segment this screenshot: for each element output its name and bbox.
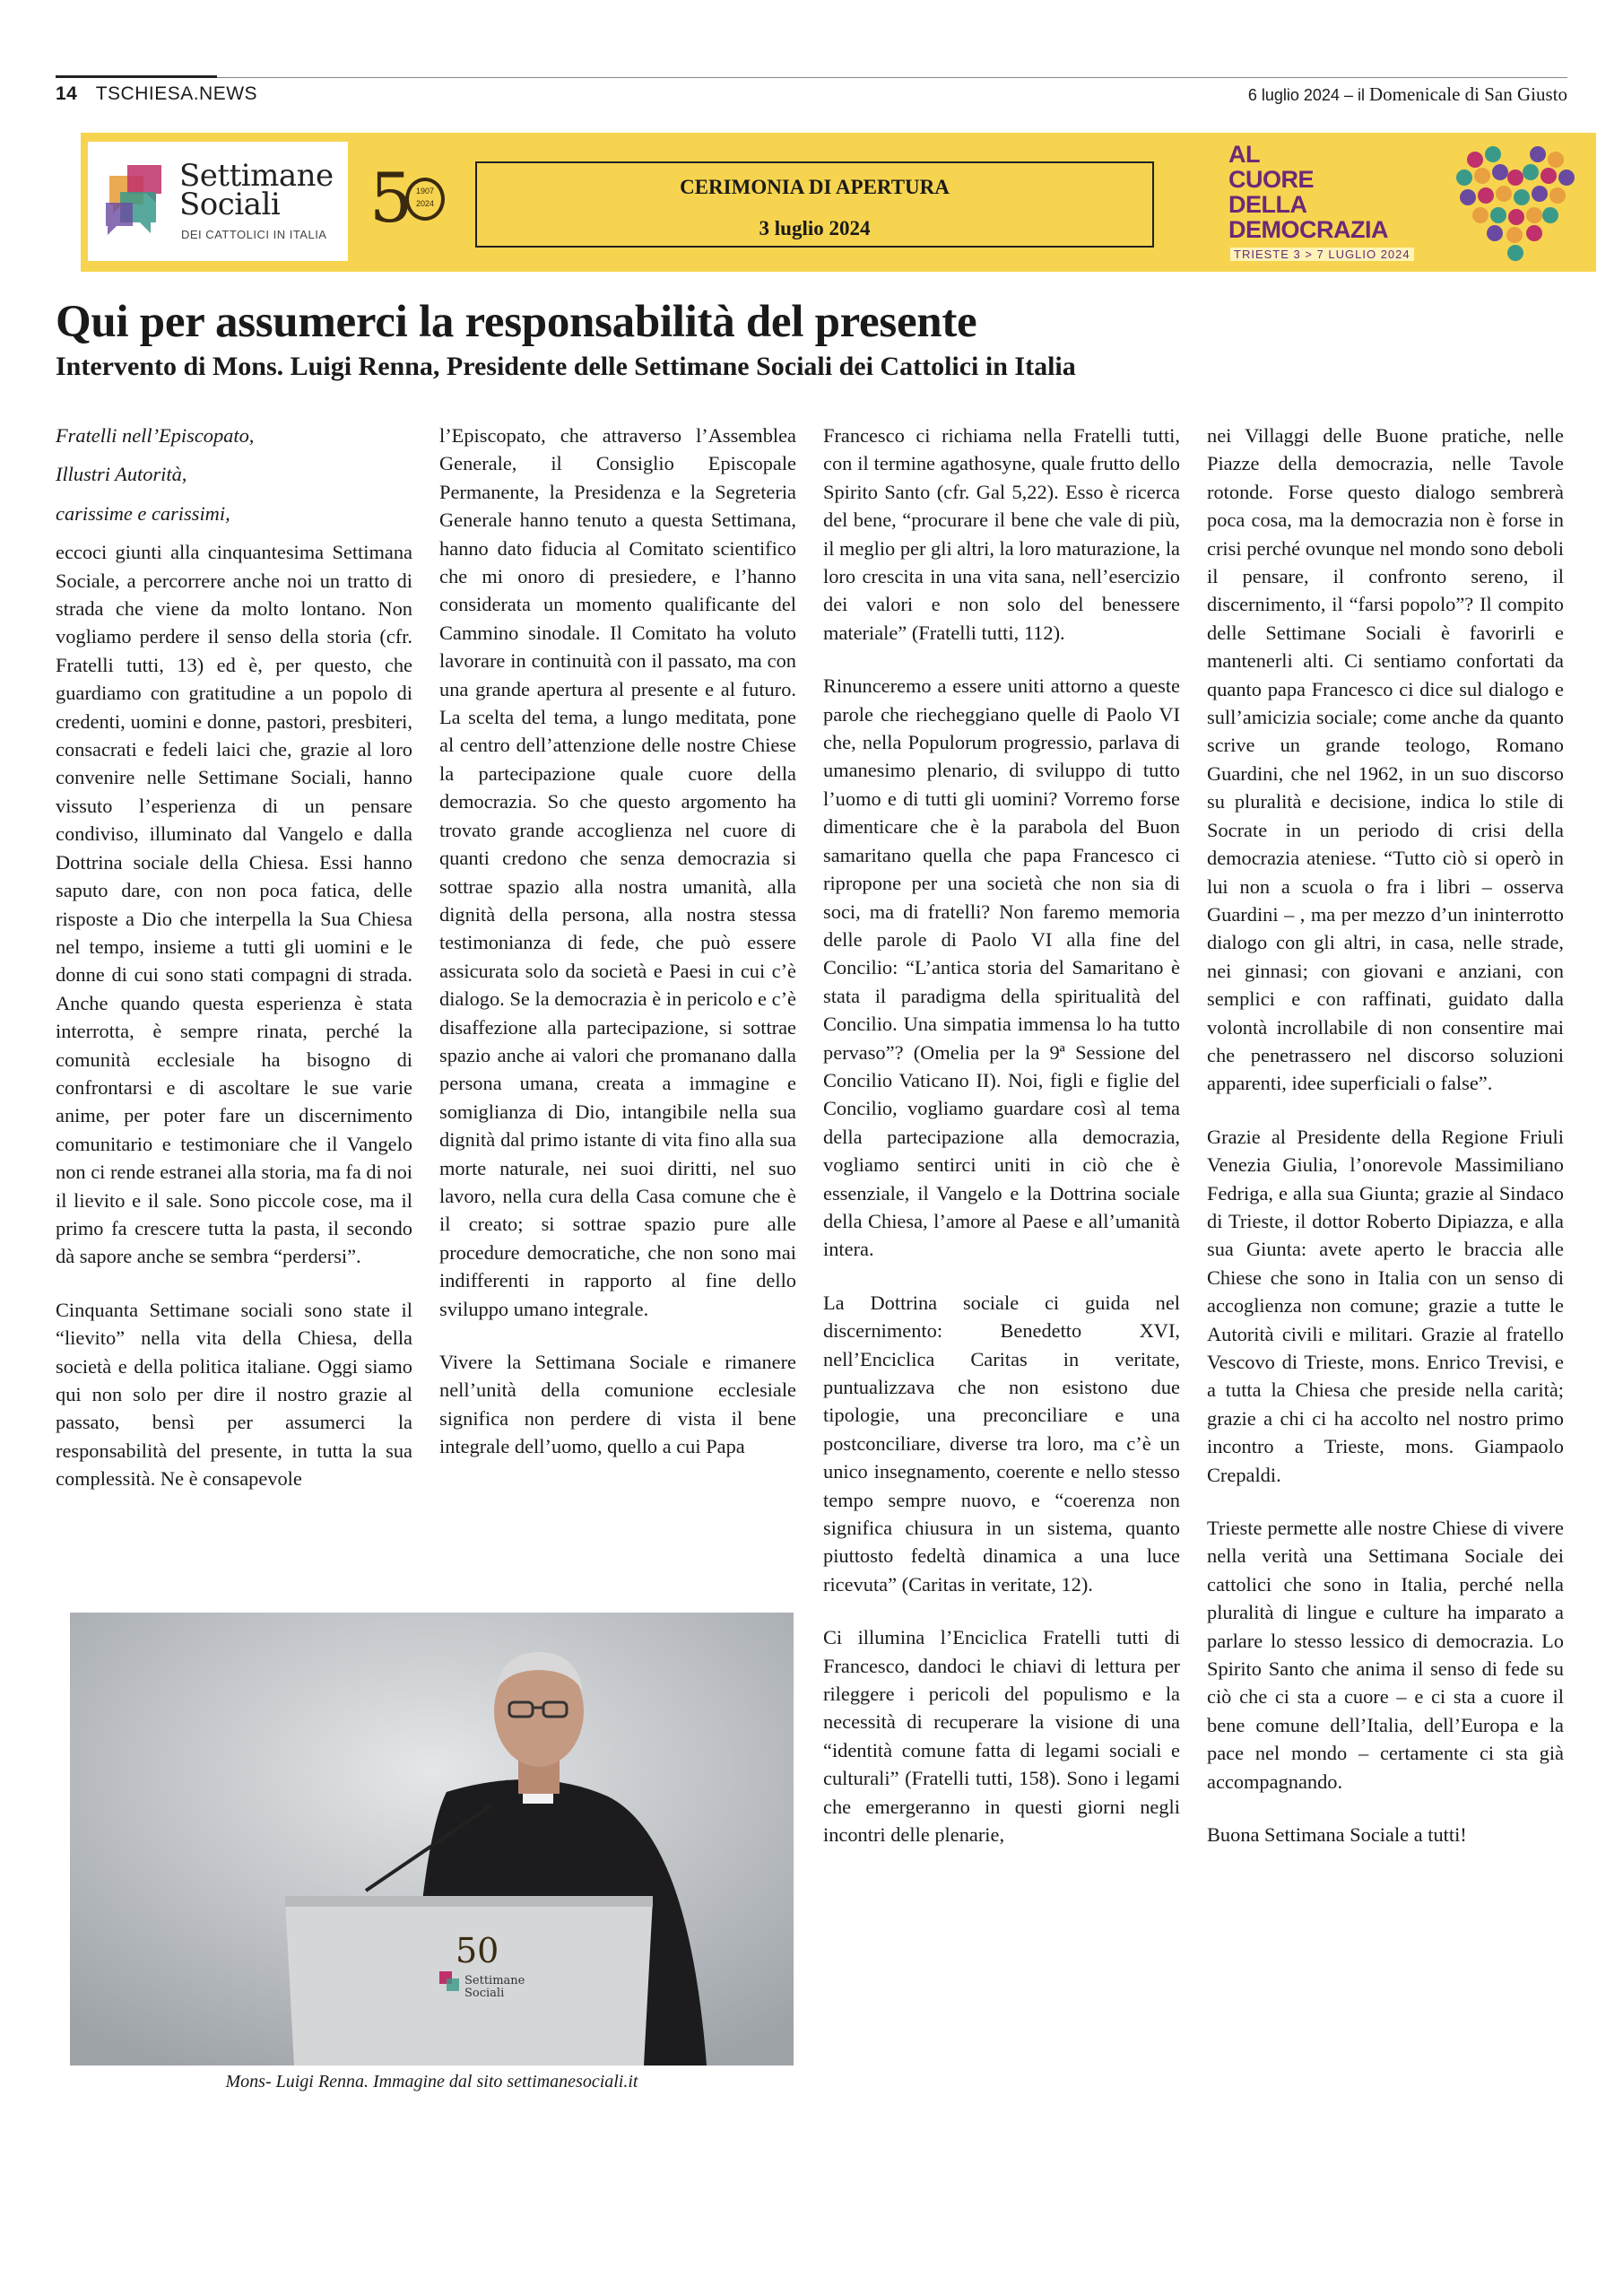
paragraph: nei Villaggi delle Buone pratiche, nelle Piazze della democrazia, nelle Tavole rotonde. Forse questo dialogo sembrerà poca cosa, ma la democrazia non è forse in crisi perché ovunque nel mondo sono deboli il pensare, il confronto sereno, il discernimento, il “farsi popolo”? Il compito delle Settimane Sociali è favorirli e mantenerli alti. Ci sentiamo confortati da quanto papa Francesco ci dice sul dialogo e sull’amicizia sociale; come anche da quanto scrive un grande teologo, Romano Guardini, che nel 1962, in un suo discorso su pluralità e decisione, indica lo stile di Socrate in un periodo di crisi della democrazia ateniese. “Tutto ciò si operò in lui non a scuola o fra i libri – osserva Guardini – , ma per mezzo d’un ininterrotto dialogo con gli altri, in casa, nelle strade, nei ginnasi; con giovani e anziani, con semplici e con raffinati, guidato dalla volontà incrollabile di non consentire mai che penetrassero nel discorso soluzioni apparenti, idee superficiali o false”.	[1207, 424, 1564, 1095]
speaker-photo-illustration	[70, 1613, 794, 2066]
lectern-logo-line1: Settimane	[464, 1974, 525, 1987]
article-headline: Qui per assumerci la responsabilità del presente	[56, 297, 977, 347]
logo-title-line2: Sociali	[179, 187, 281, 222]
paragraph: Francesco ci richiama nella Fratelli tutti, con il termine agathosyne, quale frutto dello Spirito Santo (cfr. Gal 5,22). Esso è ricerca del bene, “procurare il bene che vale di più, il meglio per gli altri, la loro maturazione, la loro crescita in una vita sana, nell’esercizio dei valori e non solo del benessere materiale” (Fratelli tutti, 112).	[823, 424, 1180, 644]
fiftieth-anniversary-mark	[369, 158, 450, 243]
article-column-1	[56, 422, 412, 1518]
slogan-line: DEMOCRAZIA	[1228, 216, 1388, 243]
fifty-number: 5	[369, 158, 413, 238]
anniversary-ring: 1907 2024	[405, 178, 445, 221]
paragraph: Grazie al Presidente della Regione Friuli Venezia Giulia, l’onorevole Massimiliano Fedriga, e alla sua Giunta; grazie al Sindaco di Trieste, il dottor Roberto Dipiazza, e alla sua Giunta: avete aperto le braccia alle Chiese che sono in Italia con un senso di accoglienza non comune; grazie a tutte le Autorità civili e militari. Grazie al fratello Vescovo di Trieste, mons. Enrico Trevisi, e a tutta la Chiesa che preside nella carità; grazie a chi ci ha accolto nel nostro primo incontro a Trieste, mons. Giampaolo Crepaldi.	[1207, 1125, 1564, 1486]
event-banner	[81, 133, 1596, 272]
article-column-2	[439, 422, 796, 1486]
settimane-sociali-logo	[88, 142, 348, 261]
logo-subtitle: DEI CATTOLICI IN ITALIA	[181, 228, 327, 241]
paragraph: Cinquanta Settimane sociali sono state il “lievito” nella vita della Chiesa, della società e della politica italiane. Oggi siamo qui non solo per dire il nostro grazie al passato, bensì per assumerci la responsabilità del presente, in tutta la sua complessità. Ne è consapevole	[56, 1298, 412, 1491]
header-left	[56, 83, 257, 105]
header-separator: – il	[1339, 86, 1369, 104]
lectern-logo-line2: Sociali	[464, 1987, 505, 2000]
slogan	[1228, 142, 1444, 242]
paragraph: eccoci giunti alla cinquantesima Settimana Sociale, a percorrere anche noi un tratto di strada che viene da molto lontano. Non vogliamo perdere il senso della storia (cfr. Fratelli tutti, 13) ed è, per questo, che guardiamo con gratitudine a un popolo di credenti, uomini e donne, pastori, presbiteri, consacrati e fedeli laici che, grazie al loro convenire nelle Settimane Sociali, hanno vissuto l’esperienza di un pensare condiviso, illuminato dal Vangelo e dalla Dottrina sociale della Chiesa. Essi hanno saputo dare, con non poca fatica, delle risposte a Dio che interpella la Sua Chiesa nel tempo, insieme a tutti gli uomini e le donne di cui sono stati compagni di strada. Anche quando questa esperienza è stata interrotta, è sempre rinata, perché la comunità ecclesiale ha bisogno di confrontarsi e di ascoltare le sue varie anime, per poter fare un discernimento comunitario e testimoniare che il Vangelo non ci rende estranei alla storia, ma fa di noi il lievito e il sale. Sono piccole cose, ma il primo fa crescere tutta la pasta, il secondo dà sapore anche se sembra “perdersi”.	[56, 541, 412, 1268]
slogan-line: AL	[1228, 141, 1260, 168]
paragraph: Rinunceremo a essere uniti attorno a queste parole che riecheggiano quelle di Paolo VI che, nella Populorum progressio, parlava di umanesimo plenario, di sviluppo di tutto l’uomo e di tutti gli uomini? Vorremo forse dimenticare che è la parabola del Buon samaritano quella che papa Francesco ci ripropone per una società che non sia di soci, ma di fratelli? Non faremo memoria delle parole di Paolo VI alla fine del Concilio: “L’antica storia del Samaritano è stata il paradigma della spiritualità del Concilio. Una simpatia immensa lo ha tutto pervaso”? (Omelia per la 9ª Sessione del Concilio Vaticano II). Noi, figli e figlie del Concilio, vogliamo guardare così al tema della partecipazione alla democrazia, vogliamo sentirci uniti in ciò che è essenziale, il Vangelo e la Dottrina sociale della Chiesa, l’amore al Paese e all’umanità intera.	[823, 674, 1180, 1261]
article-column-3	[823, 422, 1180, 1874]
salutation: Illustri Autorità,	[56, 463, 187, 486]
event-dates	[1230, 248, 1414, 261]
photo-caption: Mons- Luigi Renna. Immagine dal sito settimanesociali.it	[225, 2072, 638, 2092]
paragraph: Buona Settimana Sociale a tutti!	[1207, 1823, 1467, 1847]
issue-date: 6 luglio 2024	[1247, 86, 1340, 104]
speaker-photo	[70, 1613, 794, 2066]
speech-bubbles-icon	[100, 158, 172, 248]
event-dates-text: TRIESTE 3 > 7 LUGLIO 2024	[1230, 248, 1414, 261]
lectern-fifty: 50	[456, 1931, 499, 1970]
header-right	[1248, 83, 1567, 106]
salutation: carissime e carissimi,	[56, 501, 230, 525]
paragraph: l’Episcopato, che attraverso l’Assemblea Generale, il Consiglio Episcopale Permanente, la Presidenza e la Segreteria Generale hanno tenuto a questa Settimana, hanno dato fiducia al Comitato scientifico che mi onoro di presiedere, e l’hanno considerata un momento qualificante del Cammino sinodale. Il Comitato ha voluto lavorare in continuità con il passato, ma con una grande apertura al presente e al futuro. La scelta del tema, a lungo meditata, pone al centro dell’attenzione delle nostre Chiese la partecipazione quale cuore della democrazia. So che questo argomento ha trovato grande accoglienza nel cuore di quanti credono che senza democrazia si sottrae spazio alla nostra umanità, alla dignità della persona, alla nostra stessa testimonianza di fede, che può essere assicurata solo da società e Paesi in cui c’è dialogo. Se la democrazia è in pericolo e c’è disaffezione alla partecipazione, si sottrae spazio anche ai valori che promanano dalla persona umana, creata a immagine e somiglianza di Dio, intangibile nella sua dignità dal primo istante di vita fino alla sua morte naturale, nei suoi diritti, nel suo lavoro, nella cura della Casa comune che è il creato; si sottrae spazio pure alle procedure democratiche, che non sono mai indifferenti in rapporto al fine dello sviluppo umano integrale.	[439, 424, 796, 1320]
logo-title-line1: Settimane	[179, 158, 334, 194]
heart-mosaic-icon	[1448, 140, 1583, 265]
publication-name: Domenicale di San Giusto	[1368, 83, 1567, 105]
article-column-4	[1207, 422, 1564, 1874]
slogan-line: CUORE	[1228, 166, 1315, 193]
running-header	[56, 77, 1567, 110]
slogan-line: DELLA	[1228, 191, 1307, 218]
ceremony-title: CERIMONIA DI APERTURA	[680, 176, 950, 198]
ceremony-box	[475, 161, 1154, 248]
article-subhead: Intervento di Mons. Luigi Renna, Presidente delle Settimane Sociali dei Cattolici in Italia	[56, 352, 1076, 381]
salutation: Fratelli nell’Episcopato,	[56, 424, 255, 447]
logo-title	[179, 158, 334, 222]
header-rule	[56, 75, 217, 78]
page-number: 14	[56, 83, 78, 104]
site-name: TSCHIESA.NEWS	[95, 83, 258, 104]
paragraph: Vivere la Settimana Sociale e rimanere nell’unità della comunione ecclesiale significa non perdere di vista il bene integrale dell’uomo, quello a cui Papa	[439, 1351, 796, 1458]
paragraph: Ci illumina l’Enciclica Fratelli tutti di Francesco, dandoci le chiavi di lettura per rileggere i pericoli del populismo e la necessità di recuperare la visione di una “identità comune fatta di legami sociali e culturali” (Fratelli tutti, 158). Sono i legami che emergeranno in questi giorni negli incontri delle plenarie,	[823, 1626, 1180, 1847]
paragraph: La Dottrina sociale ci guida nel discernimento: Benedetto XVI, nell’Enciclica Caritas in veritate, puntualizzava che non esistono due tipologie, una preconciliare e una postconciliare, diverse tra loro, ma c’è un unico insegnamento, coerente e nello stesso tempo sempre nuovo, e “coerenza non significa chiusura in un sistema, quanto piuttosto fedeltà dinamica a una luce ricevuta” (Caritas in veritate, 12).	[823, 1291, 1180, 1596]
paragraph: Trieste permette alle nostre Chiese di vivere nella verità una Settimana Sociale dei cattolici che sono in Italia, perché nella pluralità di lingue e culture ha imparato a parlare lo stesso lessico di democrazia. Lo Spirito Santo che anima il senso di fede su ciò che ci sta a cuore – e ci sta a cuore il bene comune dell’Italia, dell’Europa e la pace nel mondo – certamente ci sta già accompagnando.	[1207, 1517, 1564, 1793]
ceremony-date: 3 luglio 2024	[759, 217, 871, 239]
